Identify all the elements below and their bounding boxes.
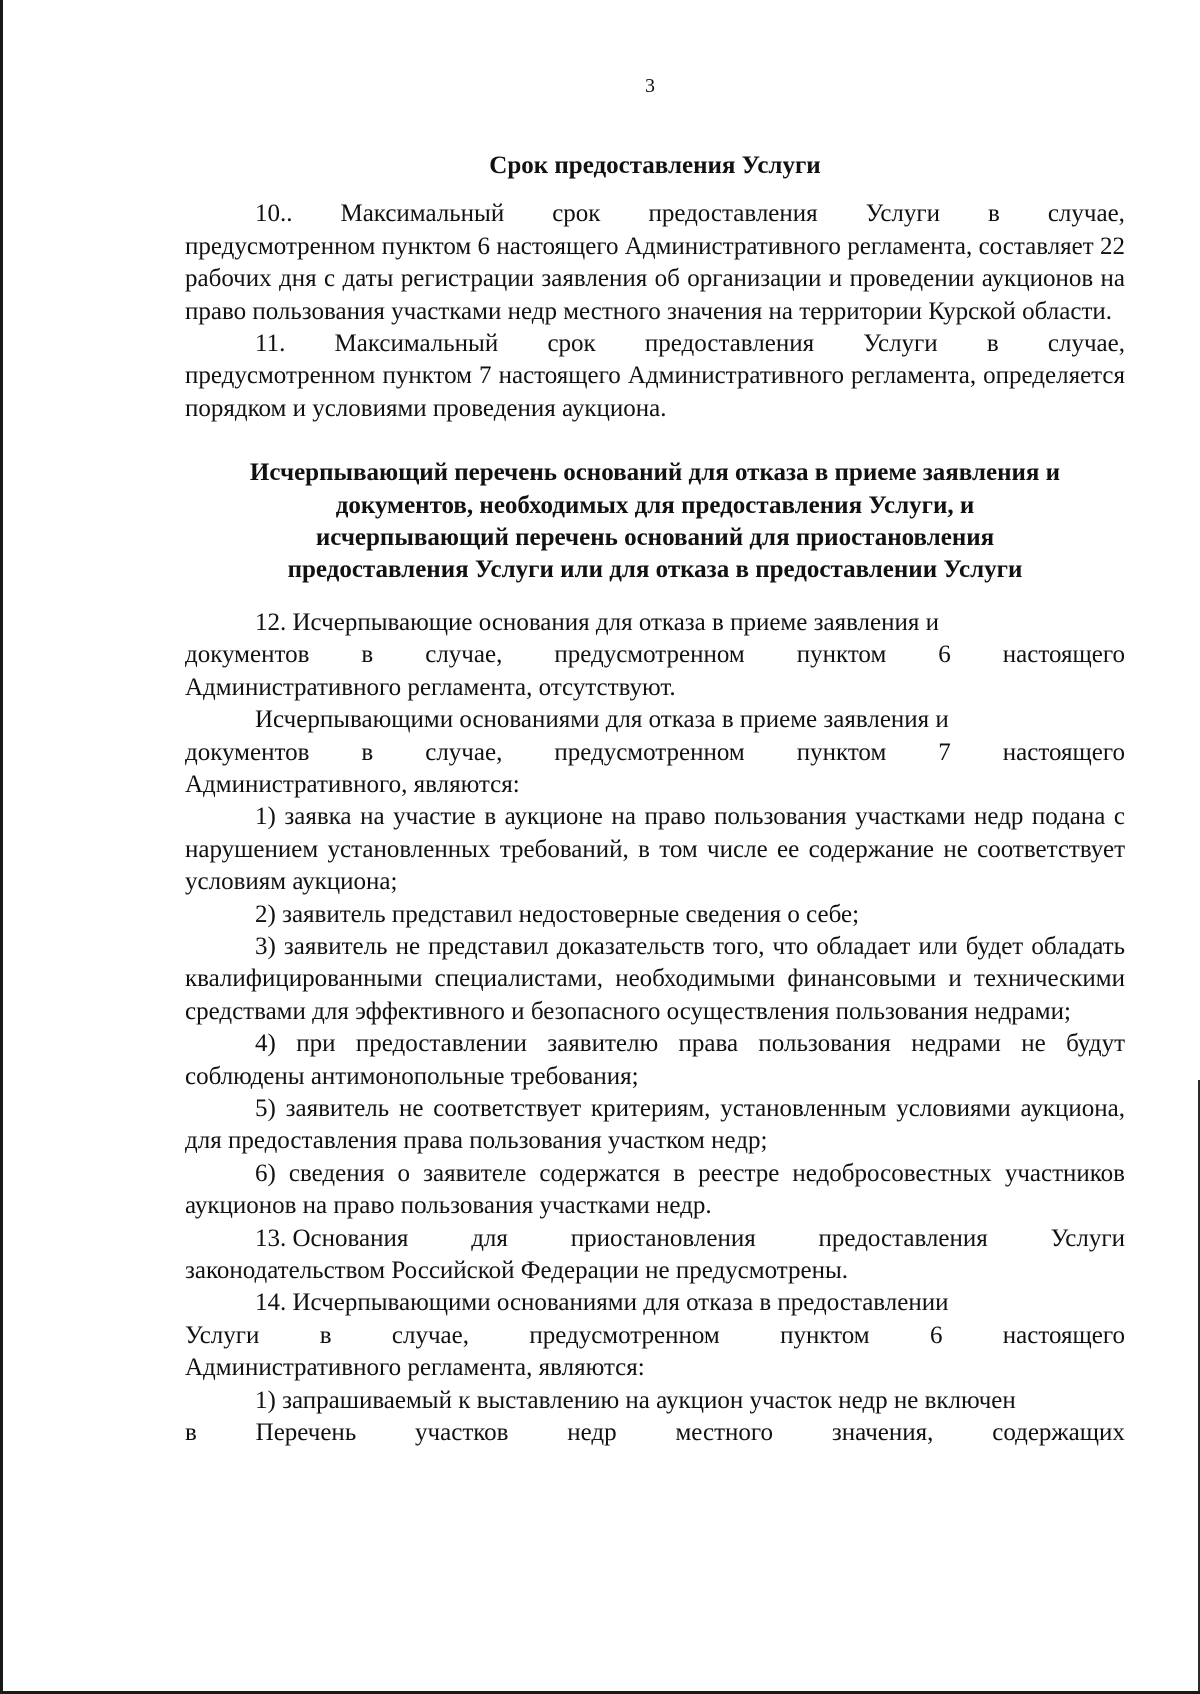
- paragraph-12b-line-3: Административного, являются:: [185, 770, 520, 798]
- word: настоящего: [1002, 1321, 1125, 1349]
- paragraph-12b-line-2: [185, 737, 1125, 769]
- word: настоящего: [1002, 738, 1125, 766]
- word: значения,: [831, 1419, 934, 1447]
- word: пунктом: [796, 738, 887, 766]
- word: предоставления: [644, 330, 815, 358]
- word: настоящего: [1002, 641, 1125, 669]
- word: Услуги: [865, 200, 941, 228]
- word: Услуги: [1050, 1224, 1125, 1252]
- word: предоставления: [648, 200, 818, 228]
- paragraph-13-first-line: [185, 1223, 1125, 1255]
- list-item: 5) заявитель не соответствует критериям, установленным условиями аукциона, для предоставления права пользования участком недр;: [185, 1094, 1125, 1155]
- word: предусмотренном: [554, 738, 745, 766]
- word: в: [361, 641, 374, 669]
- paragraph-12: [185, 607, 1125, 704]
- word: предусмотренном: [554, 641, 745, 669]
- word: пунктом: [780, 1321, 870, 1349]
- word: случае,: [1047, 200, 1125, 228]
- paragraph-12-line-3: Административного регламента, отсутствуют.: [185, 673, 676, 701]
- word: 7: [938, 738, 951, 766]
- word: местного: [675, 1419, 774, 1447]
- paragraph-12-line-1: 12. Исчерпывающие основания для отказа в приеме заявления и: [255, 608, 939, 636]
- word: для: [471, 1224, 508, 1252]
- list-item: 2) заявитель представил недостоверные сведения о себе;: [255, 900, 860, 928]
- paragraph-11: [185, 328, 1125, 425]
- paragraph-12-line-2: [185, 639, 1125, 671]
- word: случае,: [425, 641, 503, 669]
- word: участков: [415, 1419, 509, 1447]
- word: в: [185, 1419, 197, 1447]
- heading-line: предоставления Услуги или для отказа в предоставлении Услуги: [287, 556, 1023, 584]
- word: Услуги: [863, 330, 938, 358]
- word: приостановления: [570, 1224, 756, 1252]
- paragraph-10-text: предусмотренном пунктом 6 настоящего Административного регламента, составляет 22 рабочих дня с даты регистрации заявления об организации и проведении аукционов на право пользования участками недр местного значения на территории Курской области.: [185, 232, 1125, 325]
- paragraph-12b-line-1: Исчерпывающими основаниями для отказа в приеме заявления и: [255, 706, 949, 734]
- word: предоставления: [818, 1224, 988, 1252]
- paragraph-14-item-1-line-1: 1) запрашиваемый к выставлению на аукцион участок недр не включен: [255, 1386, 1016, 1414]
- paragraph-14-item-1-line-2: [185, 1417, 1125, 1449]
- paragraph-10: [185, 198, 1125, 328]
- word: в: [319, 1321, 332, 1349]
- word: документов: [185, 738, 310, 766]
- paragraph-13: [185, 1223, 1125, 1288]
- word: случае,: [425, 738, 503, 766]
- paragraph-10-first-line: [185, 198, 1125, 230]
- word: Максимальный: [340, 200, 505, 228]
- word: 11.: [255, 330, 286, 358]
- word: недр: [567, 1419, 617, 1447]
- word: случае,: [1047, 330, 1125, 358]
- word: предусмотренном: [529, 1321, 720, 1349]
- heading-line: документов, необходимых для предоставления Услуги, и: [335, 491, 975, 519]
- word: в: [988, 200, 1000, 228]
- paragraph-11-first-line: [185, 328, 1125, 360]
- section-heading-refusal-grounds: [185, 457, 1125, 587]
- word: Услуги: [185, 1321, 260, 1349]
- list-item: 1) заявка на участие в аукционе на право пользования участками недр подана с нарушением установленных требований, в том числе ее содержание не соответствует условиям аукциона;: [185, 803, 1125, 896]
- heading-line: Исчерпывающий перечень оснований для отказа в приеме заявления и: [249, 459, 1061, 487]
- list-item: 4) при предоставлении заявителю права пользования недрами не будут соблюдены антимонопольные требования;: [185, 1030, 1125, 1090]
- paragraph-14-line-1: 14. Исчерпывающими основаниями для отказа в предоставлении: [255, 1289, 949, 1317]
- word: случае,: [391, 1321, 469, 1349]
- paragraph-14-line-3: Административного регламента, являются:: [185, 1354, 645, 1382]
- scan-edge-left: [0, 0, 3, 1694]
- section-heading-term: Срок предоставления Услуги: [489, 152, 821, 179]
- word: в: [361, 738, 374, 766]
- paragraph-11-text: предусмотренном пунктом 7 настоящего Административного регламента, определяется порядком и условиями проведения аукциона.: [185, 362, 1125, 422]
- word: Максимальный: [334, 330, 499, 358]
- heading-line: исчерпывающий перечень оснований для приостановления: [315, 524, 995, 552]
- list-item: 6) сведения о заявителе содержатся в реестре недобросовестных участников аукционов на право пользования участками недр.: [185, 1159, 1125, 1220]
- word: 10..: [255, 200, 293, 228]
- word: в: [986, 330, 999, 358]
- list-item: 3) заявитель не представил доказательств того, что обладает или будет обладать квалифицированными специалистами, необходимыми финансовыми и техническими средствами для эффективного и безопасного осуществления пользования недрами;: [185, 932, 1125, 1025]
- paragraph-12b: [185, 704, 1125, 801]
- word: 13. Основания: [255, 1224, 409, 1252]
- paragraph-14-item-1: [185, 1385, 1125, 1450]
- page-number: 3: [645, 75, 655, 97]
- word: содержащих: [992, 1419, 1125, 1447]
- paragraph-13-text: законодательством Российской Федерации не предусмотрены.: [185, 1257, 849, 1284]
- paragraph-14-line-2: [185, 1320, 1125, 1352]
- word: срок: [552, 200, 601, 228]
- word: срок: [547, 330, 596, 358]
- word: Перечень: [255, 1419, 357, 1447]
- word: пунктом: [796, 641, 887, 669]
- word: 6: [938, 641, 951, 669]
- word: 6: [929, 1321, 943, 1349]
- word: документов: [185, 641, 310, 669]
- document-body: [185, 150, 1125, 1449]
- paragraph-14: [185, 1287, 1125, 1384]
